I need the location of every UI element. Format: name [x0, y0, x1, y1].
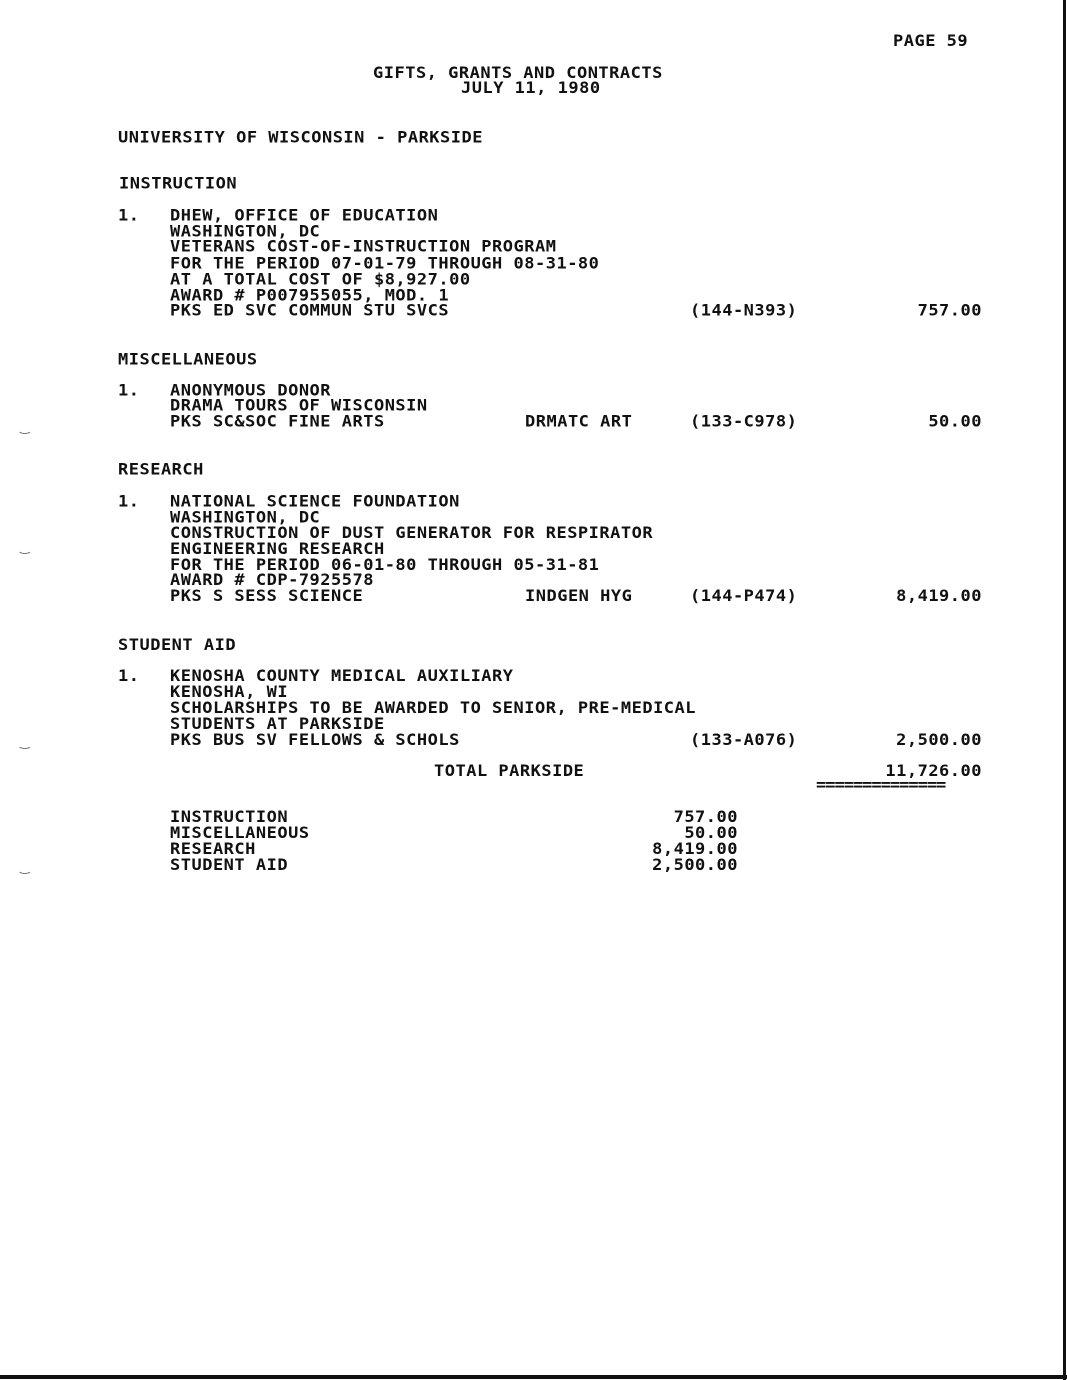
- entry-number: 1.: [118, 492, 140, 512]
- entry-line: CONSTRUCTION OF DUST GENERATOR FOR RESPIRATOR: [170, 523, 654, 543]
- entry-line: PKS ED SVC COMMUN STU SVCS: [170, 301, 450, 321]
- section-heading-research: RESEARCH: [118, 460, 204, 480]
- summary-label: RESEARCH: [170, 839, 256, 859]
- document-title: GIFTS, GRANTS AND CONTRACTS: [373, 63, 663, 83]
- amount: 50.00: [928, 412, 982, 432]
- amount: 757.00: [917, 301, 982, 321]
- entry-line: ENGINEERING RESEARCH: [170, 539, 385, 559]
- scan-mark: ‿: [20, 860, 30, 874]
- total-double-rule: ==============: [816, 775, 946, 795]
- page-border-right: [1063, 0, 1066, 1380]
- entry-line: FOR THE PERIOD 07-01-79 THROUGH 08-31-80: [170, 254, 600, 274]
- entry-line: WASHINGTON, DC: [170, 508, 321, 528]
- department: INDGEN HYG: [525, 586, 633, 606]
- summary-amount: 2,500.00: [652, 855, 738, 875]
- entry-line: KENOSHA, WI: [170, 682, 289, 702]
- account-code: (144-N393): [690, 301, 798, 321]
- entry-line: KENOSHA COUNTY MEDICAL AUXILIARY: [170, 666, 514, 686]
- entry-line: PKS BUS SV FELLOWS & SCHOLS: [170, 730, 460, 750]
- entry-number: 1.: [118, 381, 140, 401]
- scan-mark: ‿: [20, 420, 30, 434]
- summary-label: INSTRUCTION: [170, 807, 289, 827]
- entry-line: WASHINGTON, DC: [170, 222, 321, 242]
- entry-number: 1.: [118, 206, 140, 226]
- total-label: TOTAL PARKSIDE: [434, 761, 585, 781]
- section-heading-student-aid: STUDENT AID: [118, 635, 237, 655]
- section-heading-instruction: INSTRUCTION: [119, 174, 238, 194]
- amount: 2,500.00: [896, 730, 982, 750]
- summary-amount: 757.00: [673, 807, 738, 827]
- account-code: (133-C978): [690, 412, 798, 432]
- scan-mark: ‿: [20, 540, 30, 554]
- scan-mark: ‿: [20, 735, 30, 749]
- institution-heading: UNIVERSITY OF WISCONSIN - PARKSIDE: [118, 128, 483, 148]
- entry-line: SCHOLARSHIPS TO BE AWARDED TO SENIOR, PRE-MEDICAL: [170, 698, 697, 718]
- summary-amount: 50.00: [684, 823, 738, 843]
- entry-line: ANONYMOUS DONOR: [170, 381, 332, 401]
- amount: 8,419.00: [896, 586, 982, 606]
- page-border-bottom: [0, 1375, 1067, 1379]
- document-date: JULY 11, 1980: [461, 78, 601, 98]
- entry-line: DRAMA TOURS OF WISCONSIN: [170, 396, 428, 416]
- entry-line: NATIONAL SCIENCE FOUNDATION: [170, 492, 460, 512]
- summary-label: MISCELLANEOUS: [170, 823, 310, 843]
- section-heading-miscellaneous: MISCELLANEOUS: [118, 350, 258, 370]
- entry-line: VETERANS COST-OF-INSTRUCTION PROGRAM: [170, 237, 557, 257]
- account-code: (133-A076): [690, 730, 798, 750]
- entry-line: STUDENTS AT PARKSIDE: [170, 714, 385, 734]
- department: DRMATC ART: [525, 412, 633, 432]
- entry-line: PKS S SESS SCIENCE: [170, 586, 364, 606]
- entry-line: PKS SC&SOC FINE ARTS: [170, 412, 385, 432]
- page-number: PAGE 59: [893, 31, 969, 51]
- summary-label: STUDENT AID: [170, 855, 289, 875]
- entry-line: AT A TOTAL COST OF $8,927.00: [170, 270, 471, 290]
- entry-line: FOR THE PERIOD 06-01-80 THROUGH 05-31-81: [170, 555, 600, 575]
- account-code: (144-P474): [690, 586, 798, 606]
- entry-line: AWARD # P007955055, MOD. 1: [170, 286, 450, 306]
- summary-amount: 8,419.00: [652, 839, 738, 859]
- entry-line: AWARD # CDP-7925578: [170, 570, 374, 590]
- entry-line: DHEW, OFFICE OF EDUCATION: [170, 206, 439, 226]
- total-amount: 11,726.00: [885, 761, 982, 781]
- entry-number: 1.: [118, 666, 140, 686]
